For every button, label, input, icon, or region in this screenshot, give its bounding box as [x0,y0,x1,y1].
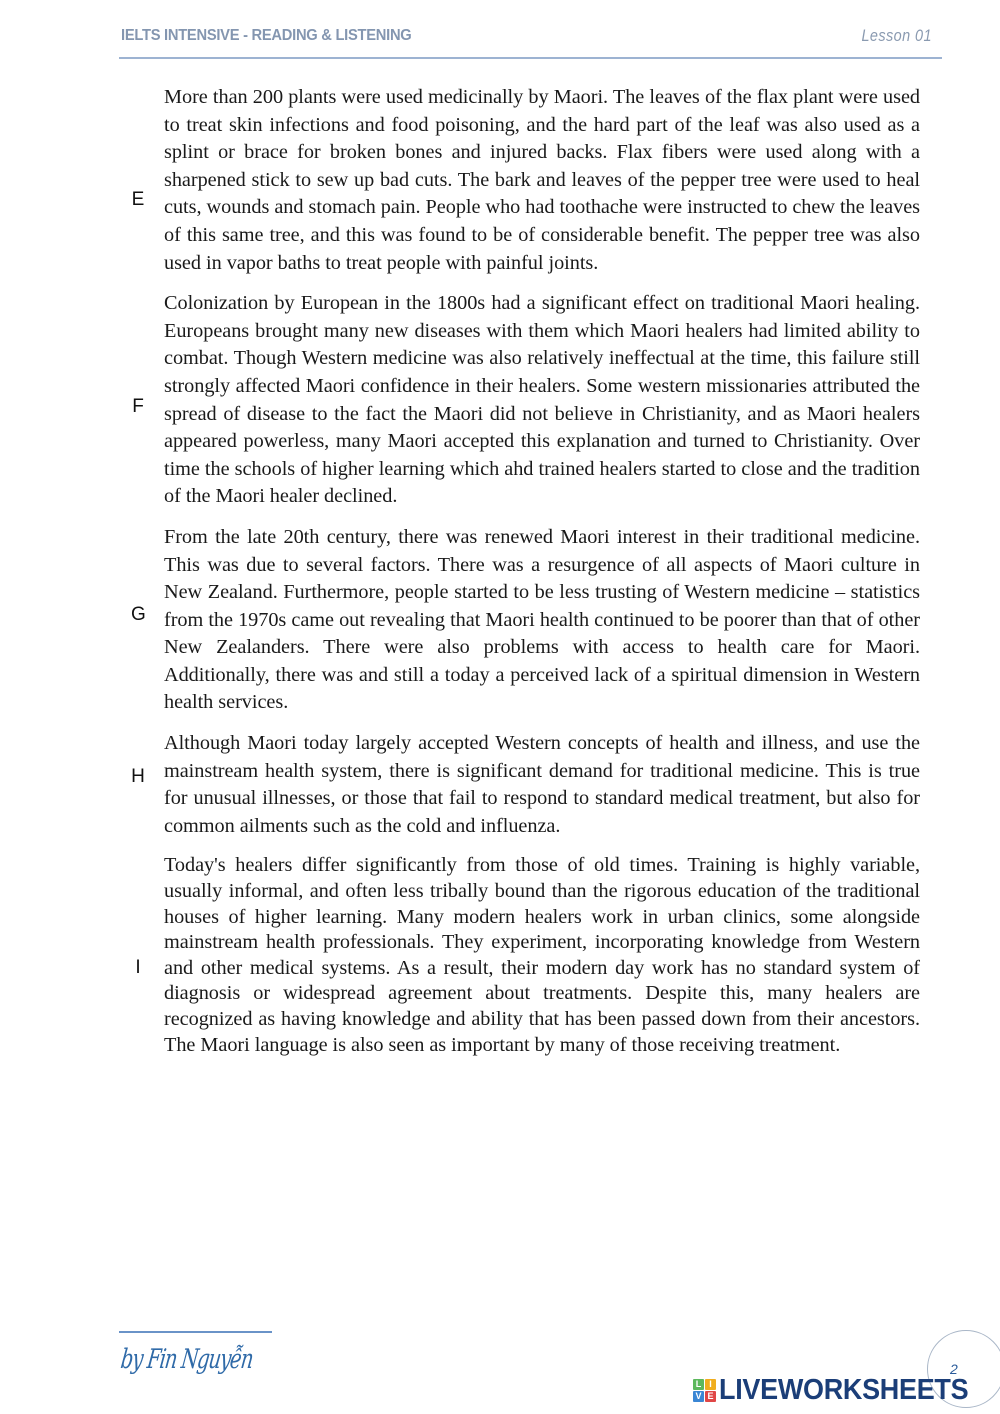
logo-text: LIVEWORKSHEETS [719,1373,969,1406]
paragraph-i [135,853,920,1058]
reading-passage [0,84,1000,1071]
liveworksheets-logo[interactable] [693,1373,987,1406]
paragraph-text: Although Maori today largely accepted Western concepts of health and illness, and use the mainstream health system, there is significant demand for traditional medicine. This is true for unusual illnesses, or those that fail to respond to standard medical treatment, but also for common ailments such as the cold and influenza. [164,732,920,837]
paragraph-text: More than 200 plants were used medicinally by Maori. The leaves of the flax plant were used to treat skin infections and food poisoning, and the hard part of the leaf was also used as a splint or brace for broken bones and injured backs. Flax fibers were used along with a sharpened stick to sew up bad cuts. The bark and leaves of the pepper tree were used to heal cuts, wounds and stomach pain. People who had toothache were instructed to chew the leaves of this same tree, and this was found to be of considerable benefit. The pepper tree was also used in vapor baths to treat people with painful joints. [164,86,920,274]
page-header [119,22,942,60]
author-signature: by Fin Nguyễn [119,1344,255,1375]
block-i: I [705,1379,716,1390]
block-e: E [705,1391,716,1402]
course-title: IELTS INTENSIVE - READING & LISTENING [121,27,412,44]
lesson-label: Lesson 01 [861,26,932,45]
live-blocks-icon [693,1379,716,1402]
paragraph-letter: I [135,957,141,979]
paragraph-letter: F [132,396,144,418]
footer-divider [119,1331,272,1333]
header-divider [119,57,942,59]
paragraph-text: From the late 20th century, there was renewed Maori interest in their traditional medicine. This was due to several factors. There was a resurgence of all aspects of Maori culture in New Zealand. Furthermore, people started to be less trusting of Western medicine – statistics from the 1970s came out revealing that Maori health continued to be poorer than that of other New Zealanders. There were also problems with access to health care for Maori. Additionally, there was and still a today a perceived lack of a spiritual dimension in Western health services. [164,525,920,714]
paragraph-h [131,730,920,840]
page-number: 2 [950,1361,958,1377]
paragraph-text: Today's healers differ significantly from those of old times. Training is highly variable, usually informal, and often less tribally bound than the rigorous education of the traditional houses of higher learning. Many modern healers work in urban clinics, some alongside mainstream health professionals. They experiment, incorporating knowledge from Western and other medical systems. As a result, their modern day work has no standard system of diagnosis or widespread agreement about treatments. Despite this, many healers are recognized as having knowledge and ability that has been passed down from their ancestors. The Maori language is also seen as important by many of those receiving treatment. [164,854,920,1056]
paragraph-letter: G [131,603,146,625]
paragraph-letter: E [131,189,145,210]
paragraph-g [131,524,920,717]
block-v: V [693,1391,704,1402]
block-l: L [693,1379,704,1390]
paragraph-letter: H [131,766,145,788]
paragraph-text: Colonization by European in the 1800s had a significant effect on traditional Maori healing. Europeans brought many new diseases with them which Maori healers had limited ability to combat. Though Western medicine was also relatively ineffectual at the time, this failure still strongly affected Maori confidence in their healers. Some western missionaries attributed the spread of disease to the fact the Maori did not believe in Christianity, and as Maori healers appeared powerless, many Maori accepted this explanation and turned to Christianity. Over time the schools of higher learning which ahd trained healers started to close and the tradition of the Maori healer declined. [164,292,920,508]
paragraph-e [131,84,920,277]
paragraph-f [132,290,920,511]
